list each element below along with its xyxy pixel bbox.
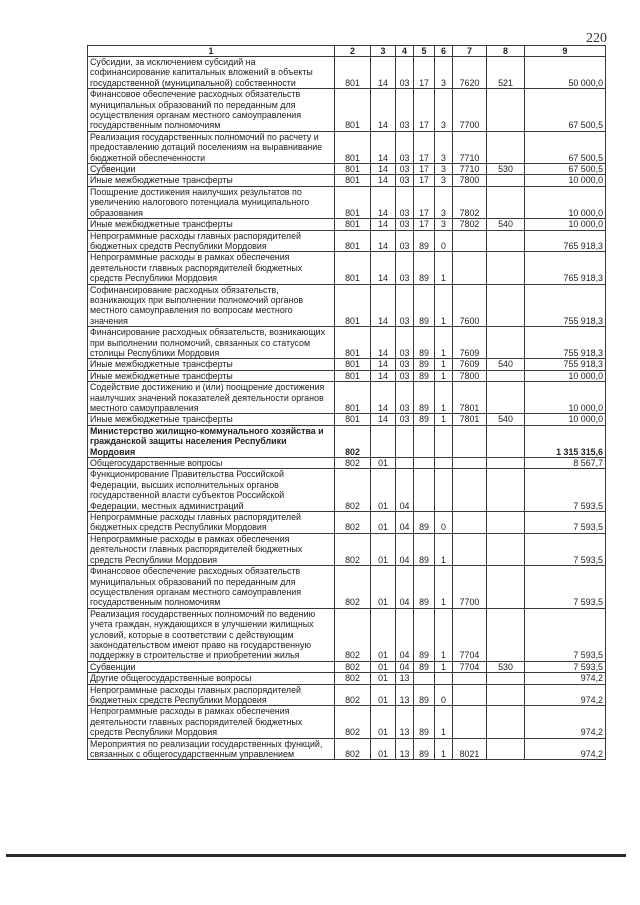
- row-program-cell: 89: [414, 706, 435, 738]
- row-program-cell: 17: [414, 164, 435, 175]
- row-direction-cell: [453, 533, 487, 565]
- row-gp-code-cell: 801: [335, 186, 371, 218]
- row-direction-cell: 8021: [453, 738, 487, 760]
- row-program-cell: 89: [414, 533, 435, 565]
- row-expense-type-cell: 521: [487, 57, 525, 89]
- row-name-cell: Непрограммные расходы в рамках обеспечения деятельности главных распорядителей бюджетных средств Республики Мордовия: [88, 706, 335, 738]
- table-row: [88, 661, 606, 672]
- row-program-cell: [414, 673, 435, 684]
- row-section-cell: 14: [371, 131, 396, 163]
- row-direction-cell: 7600: [453, 284, 487, 327]
- row-section-cell: 14: [371, 230, 396, 252]
- row-gp-code-cell: 801: [335, 164, 371, 175]
- row-name-cell: Содействие достижению и (или) поощрение достижения наилучших значений показателей деятельности органов местного самоуправления: [88, 382, 335, 414]
- budget-table-body: [88, 57, 606, 760]
- row-expense-type-cell: [487, 738, 525, 760]
- row-name-cell: Финансовое обеспечение расходных обязательств муниципальных образований по переданным для осуществления органам местного самоуправления государственным полномочиям: [88, 89, 335, 132]
- row-subsection-cell: 13: [396, 684, 414, 706]
- row-program-cell: [414, 469, 435, 512]
- row-section-cell: 14: [371, 327, 396, 359]
- row-gp-code-cell: 801: [335, 414, 371, 425]
- row-subprogram-cell: 1: [435, 370, 453, 381]
- row-name-cell: Иные межбюджетные трансферты: [88, 414, 335, 425]
- row-section-cell: 14: [371, 370, 396, 381]
- row-subsection-cell: 13: [396, 673, 414, 684]
- table-row: [88, 738, 606, 760]
- row-direction-cell: 7620: [453, 57, 487, 89]
- row-section-cell: 01: [371, 533, 396, 565]
- row-subprogram-cell: 0: [435, 230, 453, 252]
- row-amount-cell: 974,2: [525, 673, 606, 684]
- row-subsection-cell: 13: [396, 706, 414, 738]
- row-amount-cell: 7 593,5: [525, 608, 606, 661]
- row-expense-type-cell: [487, 425, 525, 457]
- row-gp-code-cell: 801: [335, 131, 371, 163]
- row-subprogram-cell: [435, 458, 453, 469]
- row-subsection-cell: 03: [396, 175, 414, 186]
- row-amount-cell: 67 500,5: [525, 89, 606, 132]
- row-gp-code-cell: 801: [335, 175, 371, 186]
- row-section-cell: 14: [371, 219, 396, 230]
- row-name-cell: Иные межбюджетные трансферты: [88, 219, 335, 230]
- row-amount-cell: 67 500,5: [525, 131, 606, 163]
- row-direction-cell: 7710: [453, 131, 487, 163]
- row-subsection-cell: 04: [396, 469, 414, 512]
- row-amount-cell: 755 918,3: [525, 327, 606, 359]
- row-section-cell: 14: [371, 359, 396, 370]
- table-row: [88, 284, 606, 327]
- row-subprogram-cell: 3: [435, 186, 453, 218]
- row-subsection-cell: 04: [396, 661, 414, 672]
- row-name-cell: Реализация государственных полномочий по ведению учета граждан, нуждающихся в улучшении жилищных условий, которые в соответствии с действующим законодательством имеют право на государственную поддержку в строительстве и приобретении жилья: [88, 608, 335, 661]
- row-section-cell: 14: [371, 175, 396, 186]
- row-direction-cell: [453, 458, 487, 469]
- row-program-cell: 89: [414, 684, 435, 706]
- row-section-cell: 14: [371, 57, 396, 89]
- row-expense-type-cell: [487, 566, 525, 609]
- row-program-cell: 89: [414, 284, 435, 327]
- row-expense-type-cell: 530: [487, 661, 525, 672]
- row-program-cell: [414, 458, 435, 469]
- row-direction-cell: 7802: [453, 219, 487, 230]
- row-expense-type-cell: [487, 458, 525, 469]
- row-name-cell: Общегосударственные вопросы: [88, 458, 335, 469]
- table-row: [88, 175, 606, 186]
- row-direction-cell: 7609: [453, 359, 487, 370]
- row-gp-code-cell: 801: [335, 219, 371, 230]
- row-name-cell: Субсидии, за исключением субсидий на софинансирование капитальных вложений в объекты государственной (муниципальной) собственности: [88, 57, 335, 89]
- row-amount-cell: 7 593,5: [525, 469, 606, 512]
- row-gp-code-cell: 801: [335, 370, 371, 381]
- row-program-cell: 89: [414, 252, 435, 284]
- row-amount-cell: 974,2: [525, 684, 606, 706]
- row-expense-type-cell: [487, 673, 525, 684]
- row-program-cell: 89: [414, 608, 435, 661]
- table-row: [88, 57, 606, 89]
- row-subprogram-cell: 3: [435, 175, 453, 186]
- row-direction-cell: 7710: [453, 164, 487, 175]
- table-row: [88, 131, 606, 163]
- row-name-cell: Поощрение достижения наилучших результатов по увеличению налогового потенциала муниципального образования: [88, 186, 335, 218]
- column-header: 5: [414, 46, 435, 57]
- row-direction-cell: 7704: [453, 661, 487, 672]
- row-amount-cell: 10 000,0: [525, 186, 606, 218]
- row-gp-code-cell: 802: [335, 469, 371, 512]
- row-gp-code-cell: 801: [335, 230, 371, 252]
- table-row: [88, 533, 606, 565]
- row-section-cell: 01: [371, 673, 396, 684]
- row-direction-cell: 7704: [453, 608, 487, 661]
- row-section-cell: 01: [371, 738, 396, 760]
- table-row: [88, 359, 606, 370]
- row-amount-cell: 974,2: [525, 738, 606, 760]
- budget-table: [87, 45, 606, 760]
- row-subsection-cell: 03: [396, 284, 414, 327]
- row-amount-cell: 10 000,0: [525, 382, 606, 414]
- row-name-cell: Непрограммные расходы главных распорядителей бюджетных средств Республики Мордовия: [88, 512, 335, 534]
- row-subsection-cell: 03: [396, 370, 414, 381]
- row-amount-cell: 8 567,7: [525, 458, 606, 469]
- row-subsection-cell: 03: [396, 382, 414, 414]
- row-gp-code-cell: 801: [335, 252, 371, 284]
- row-gp-code-cell: 802: [335, 425, 371, 457]
- row-expense-type-cell: [487, 469, 525, 512]
- row-direction-cell: 7700: [453, 566, 487, 609]
- row-direction-cell: 7609: [453, 327, 487, 359]
- table-row: [88, 327, 606, 359]
- row-gp-code-cell: 802: [335, 512, 371, 534]
- row-gp-code-cell: 801: [335, 359, 371, 370]
- row-amount-cell: 755 918,3: [525, 359, 606, 370]
- row-amount-cell: 7 593,5: [525, 512, 606, 534]
- row-gp-code-cell: 801: [335, 327, 371, 359]
- row-section-cell: 14: [371, 284, 396, 327]
- row-expense-type-cell: [487, 284, 525, 327]
- row-subprogram-cell: 3: [435, 131, 453, 163]
- table-row: [88, 706, 606, 738]
- column-header: 4: [396, 46, 414, 57]
- row-subprogram-cell: 1: [435, 706, 453, 738]
- row-amount-cell: 755 918,3: [525, 284, 606, 327]
- row-section-cell: 01: [371, 706, 396, 738]
- column-header: 9: [525, 46, 606, 57]
- table-header-row: [88, 46, 606, 57]
- row-subsection-cell: 03: [396, 186, 414, 218]
- row-section-cell: 14: [371, 89, 396, 132]
- row-name-cell: Субвенции: [88, 164, 335, 175]
- row-direction-cell: 7800: [453, 370, 487, 381]
- row-name-cell: Другие общегосударственные вопросы: [88, 673, 335, 684]
- row-section-cell: 01: [371, 684, 396, 706]
- table-row: [88, 230, 606, 252]
- row-gp-code-cell: 801: [335, 89, 371, 132]
- column-header: 3: [371, 46, 396, 57]
- row-program-cell: [414, 425, 435, 457]
- table-row: [88, 425, 606, 457]
- row-subsection-cell: 03: [396, 414, 414, 425]
- row-program-cell: 89: [414, 370, 435, 381]
- row-name-cell: Софинансирование расходных обязательств, возникающих при выполнении полномочий органов местного самоуправления по вопросам местного значения: [88, 284, 335, 327]
- row-expense-type-cell: [487, 512, 525, 534]
- row-section-cell: 01: [371, 458, 396, 469]
- row-subprogram-cell: 1: [435, 608, 453, 661]
- row-amount-cell: 7 593,5: [525, 533, 606, 565]
- row-name-cell: Финансирование расходных обязательств, возникающих при выполнении полномочий, связанных со статусом столицы Республики Мордовия: [88, 327, 335, 359]
- row-program-cell: 89: [414, 512, 435, 534]
- row-expense-type-cell: [487, 533, 525, 565]
- row-expense-type-cell: [487, 230, 525, 252]
- row-amount-cell: 10 000,0: [525, 414, 606, 425]
- column-header: 2: [335, 46, 371, 57]
- page-number: 220: [586, 31, 607, 46]
- row-gp-code-cell: 801: [335, 382, 371, 414]
- row-direction-cell: [453, 425, 487, 457]
- table-row: [88, 414, 606, 425]
- row-gp-code-cell: 802: [335, 566, 371, 609]
- row-section-cell: [371, 425, 396, 457]
- table-row: [88, 252, 606, 284]
- row-amount-cell: 765 918,3: [525, 252, 606, 284]
- row-section-cell: 14: [371, 164, 396, 175]
- row-direction-cell: [453, 252, 487, 284]
- row-program-cell: 89: [414, 738, 435, 760]
- row-name-cell: Иные межбюджетные трансферты: [88, 359, 335, 370]
- row-subprogram-cell: 3: [435, 57, 453, 89]
- column-header: 7: [453, 46, 487, 57]
- row-amount-cell: 7 593,5: [525, 661, 606, 672]
- row-subsection-cell: 03: [396, 327, 414, 359]
- row-section-cell: 01: [371, 512, 396, 534]
- row-name-cell: Непрограммные расходы главных распорядителей бюджетных средств Республики Мордовия: [88, 684, 335, 706]
- row-direction-cell: [453, 512, 487, 534]
- row-expense-type-cell: [487, 706, 525, 738]
- table-row: [88, 219, 606, 230]
- row-subsection-cell: 04: [396, 533, 414, 565]
- row-subsection-cell: [396, 458, 414, 469]
- row-name-cell: Реализация государственных полномочий по расчету и предоставлению дотаций поселениям на выравнивание бюджетной обеспеченности: [88, 131, 335, 163]
- row-direction-cell: [453, 706, 487, 738]
- row-expense-type-cell: 540: [487, 219, 525, 230]
- row-program-cell: 89: [414, 566, 435, 609]
- row-direction-cell: 7801: [453, 382, 487, 414]
- row-gp-code-cell: 802: [335, 661, 371, 672]
- row-section-cell: 01: [371, 469, 396, 512]
- row-gp-code-cell: 802: [335, 738, 371, 760]
- row-gp-code-cell: 802: [335, 684, 371, 706]
- column-header: 1: [88, 46, 335, 57]
- row-subsection-cell: 13: [396, 738, 414, 760]
- row-expense-type-cell: [487, 89, 525, 132]
- row-expense-type-cell: [487, 684, 525, 706]
- row-gp-code-cell: 801: [335, 284, 371, 327]
- row-subsection-cell: 04: [396, 566, 414, 609]
- row-gp-code-cell: 802: [335, 458, 371, 469]
- row-subsection-cell: 03: [396, 359, 414, 370]
- row-amount-cell: 7 593,5: [525, 566, 606, 609]
- row-amount-cell: 67 500,5: [525, 164, 606, 175]
- row-subsection-cell: 03: [396, 89, 414, 132]
- row-subprogram-cell: 1: [435, 284, 453, 327]
- row-subsection-cell: 03: [396, 219, 414, 230]
- row-gp-code-cell: 802: [335, 706, 371, 738]
- row-subprogram-cell: 1: [435, 566, 453, 609]
- table-row: [88, 370, 606, 381]
- row-program-cell: 89: [414, 382, 435, 414]
- row-subprogram-cell: [435, 469, 453, 512]
- row-program-cell: 17: [414, 131, 435, 163]
- table-row: [88, 458, 606, 469]
- row-expense-type-cell: [487, 175, 525, 186]
- row-section-cell: 14: [371, 414, 396, 425]
- row-name-cell: Мероприятия по реализации государственных функций, связанных с общегосударственным управлением: [88, 738, 335, 760]
- row-name-cell: Непрограммные расходы главных распорядителей бюджетных средств Республики Мордовия: [88, 230, 335, 252]
- row-name-cell: Функционирование Правительства Российской Федерации, высших исполнительных органов государственной власти субъектов Российской Федерации, местных администраций: [88, 469, 335, 512]
- row-gp-code-cell: 802: [335, 533, 371, 565]
- row-direction-cell: 7801: [453, 414, 487, 425]
- row-direction-cell: [453, 684, 487, 706]
- row-section-cell: 01: [371, 661, 396, 672]
- row-subprogram-cell: 1: [435, 533, 453, 565]
- row-expense-type-cell: [487, 608, 525, 661]
- row-name-cell: Иные межбюджетные трансферты: [88, 370, 335, 381]
- row-name-cell: Непрограммные расходы в рамках обеспечения деятельности главных распорядителей бюджетных средств Республики Мордовия: [88, 533, 335, 565]
- row-subprogram-cell: 3: [435, 219, 453, 230]
- table-row: [88, 512, 606, 534]
- row-name-cell: Субвенции: [88, 661, 335, 672]
- row-expense-type-cell: [487, 186, 525, 218]
- row-expense-type-cell: [487, 382, 525, 414]
- row-subprogram-cell: 1: [435, 252, 453, 284]
- row-subprogram-cell: 0: [435, 684, 453, 706]
- row-expense-type-cell: 530: [487, 164, 525, 175]
- row-amount-cell: 50 000,0: [525, 57, 606, 89]
- row-section-cell: 14: [371, 252, 396, 284]
- row-amount-cell: 10 000,0: [525, 219, 606, 230]
- page-bottom-rule: [6, 854, 626, 857]
- row-name-cell: Финансовое обеспечение расходных обязательств муниципальных образований по переданным для осуществления органам местного самоуправления государственным полномочиям: [88, 566, 335, 609]
- row-name-cell: Непрограммные расходы в рамках обеспечения деятельности главных распорядителей бюджетных средств Республики Мордовия: [88, 252, 335, 284]
- row-subsection-cell: 04: [396, 608, 414, 661]
- row-direction-cell: [453, 673, 487, 684]
- row-section-cell: 01: [371, 566, 396, 609]
- row-amount-cell: 10 000,0: [525, 370, 606, 381]
- row-expense-type-cell: [487, 370, 525, 381]
- row-subprogram-cell: 1: [435, 661, 453, 672]
- row-subprogram-cell: 1: [435, 382, 453, 414]
- row-subprogram-cell: 1: [435, 359, 453, 370]
- row-subprogram-cell: 1: [435, 738, 453, 760]
- row-subprogram-cell: 0: [435, 512, 453, 534]
- row-expense-type-cell: 540: [487, 414, 525, 425]
- row-direction-cell: 7800: [453, 175, 487, 186]
- row-gp-code-cell: 802: [335, 673, 371, 684]
- row-expense-type-cell: [487, 327, 525, 359]
- row-program-cell: 89: [414, 359, 435, 370]
- row-subprogram-cell: 1: [435, 327, 453, 359]
- row-name-cell: Иные межбюджетные трансферты: [88, 175, 335, 186]
- row-direction-cell: 7700: [453, 89, 487, 132]
- row-subsection-cell: 04: [396, 512, 414, 534]
- row-program-cell: 89: [414, 327, 435, 359]
- row-program-cell: 89: [414, 414, 435, 425]
- row-amount-cell: 765 918,3: [525, 230, 606, 252]
- table-row: [88, 684, 606, 706]
- row-program-cell: 17: [414, 219, 435, 230]
- row-subprogram-cell: 1: [435, 414, 453, 425]
- row-amount-cell: 10 000,0: [525, 175, 606, 186]
- table-row: [88, 608, 606, 661]
- row-subsection-cell: [396, 425, 414, 457]
- row-program-cell: 17: [414, 175, 435, 186]
- row-section-cell: 01: [371, 608, 396, 661]
- column-header: 6: [435, 46, 453, 57]
- row-subprogram-cell: 3: [435, 89, 453, 132]
- row-subsection-cell: 03: [396, 164, 414, 175]
- row-gp-code-cell: 802: [335, 608, 371, 661]
- row-program-cell: 17: [414, 89, 435, 132]
- row-section-cell: 14: [371, 186, 396, 218]
- row-subprogram-cell: 3: [435, 164, 453, 175]
- row-program-cell: 89: [414, 661, 435, 672]
- row-amount-cell: 974,2: [525, 706, 606, 738]
- row-program-cell: 17: [414, 57, 435, 89]
- row-subprogram-cell: [435, 425, 453, 457]
- row-expense-type-cell: 540: [487, 359, 525, 370]
- row-amount-cell: 1 315 315,6: [525, 425, 606, 457]
- row-subprogram-cell: [435, 673, 453, 684]
- table-row: [88, 164, 606, 175]
- row-direction-cell: 7802: [453, 186, 487, 218]
- table-row: [88, 186, 606, 218]
- row-name-cell: Министерство жилищно-коммунального хозяйства и гражданской защиты населения Республики Мордовия: [88, 425, 335, 457]
- row-subsection-cell: 03: [396, 57, 414, 89]
- table-row: [88, 566, 606, 609]
- table-row: [88, 382, 606, 414]
- row-program-cell: 89: [414, 230, 435, 252]
- row-expense-type-cell: [487, 252, 525, 284]
- column-header: 8: [487, 46, 525, 57]
- table-row: [88, 673, 606, 684]
- table-row: [88, 89, 606, 132]
- row-program-cell: 17: [414, 186, 435, 218]
- row-subsection-cell: 03: [396, 252, 414, 284]
- row-gp-code-cell: 801: [335, 57, 371, 89]
- row-direction-cell: [453, 230, 487, 252]
- row-subsection-cell: 03: [396, 131, 414, 163]
- row-direction-cell: [453, 469, 487, 512]
- table-row: [88, 469, 606, 512]
- row-expense-type-cell: [487, 131, 525, 163]
- row-section-cell: 14: [371, 382, 396, 414]
- row-subsection-cell: 03: [396, 230, 414, 252]
